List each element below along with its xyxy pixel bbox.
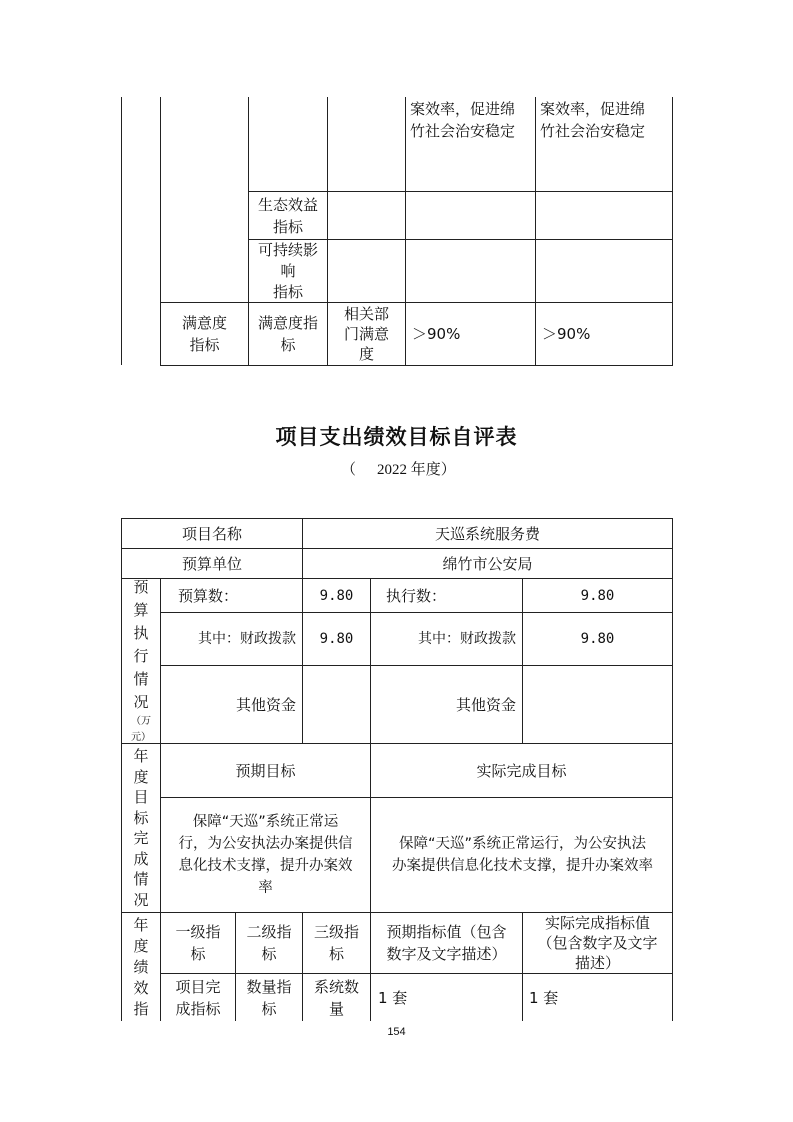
satisfaction-level4-label: 相关部 门满意 度 xyxy=(343,305,389,363)
actual-goal-header: 实际完成目标 xyxy=(476,761,567,780)
vlabel-char: 度 xyxy=(133,936,149,955)
vlabel-char: 度 xyxy=(133,767,149,786)
page-title: 项目支出绩效目标自评表 xyxy=(275,425,518,449)
row1-actual-value: 案效率，促进绵 竹社会治安稳定 xyxy=(540,100,646,140)
row-level1-indicator: 项目完 成指标 xyxy=(175,977,221,1018)
actual-goal-text: 保障“天巡”系统正常运行，为公安执法 办案提供信息化技术支撑，提升办案效率 xyxy=(392,836,653,874)
fiscal-allocation-label-budget: 其中：财政拨款 xyxy=(198,631,296,647)
vlabel-char: 年 xyxy=(133,915,149,934)
row-expected-indicator-value: 1 套 xyxy=(378,988,408,1007)
vlabel-char: 标 xyxy=(133,808,149,827)
annual-goal-section-label xyxy=(122,744,160,912)
fiscal-allocation-value-budget: 9.80 xyxy=(319,631,354,647)
fiscal-allocation-label-execution: 其中：财政拨款 xyxy=(418,631,516,647)
vlabel-char: 成 xyxy=(133,849,149,868)
vlabel-char: 绩 xyxy=(133,957,149,976)
satisfaction-level2-label: 满意度 指标 xyxy=(181,314,227,354)
fiscal-allocation-value-execution: 9.80 xyxy=(580,631,615,647)
expected-goal-text: 保障“天巡”系统正常运 行，为公安执法办案提供信 息化技术支撑，提升办案效 率 xyxy=(178,814,353,896)
execution-amount-label: 执行数： xyxy=(386,586,447,605)
col-level3-indicator: 三级指 标 xyxy=(313,923,359,963)
other-funds-label-execution: 其他资金 xyxy=(455,695,516,714)
row-level2-indicator: 数量指 标 xyxy=(246,977,292,1018)
page-number: 154 xyxy=(387,1026,406,1038)
unit-note: 元） xyxy=(131,732,151,743)
other-funds-label-budget: 其他资金 xyxy=(235,695,296,714)
vlabel-char: 目 xyxy=(133,788,149,806)
row-level3-indicator: 系统数 量 xyxy=(313,977,359,1018)
execution-amount-value: 9.80 xyxy=(580,587,615,604)
vlabel-char: 行 xyxy=(133,647,149,665)
project-name-value: 天巡系统服务费 xyxy=(434,524,540,543)
row1-expected-value: 案效率，促进绵 竹社会治安稳定 xyxy=(410,100,516,140)
year-text: 2022 年度） xyxy=(377,462,456,478)
vlabel-char: 效 xyxy=(133,978,149,997)
col-actual-indicator-value: 实际完成指标值 （包含数字及文字 描述） xyxy=(537,914,658,972)
vlabel-char: 预 xyxy=(133,578,149,596)
sustainable-impact-label: 可持续影 响 指标 xyxy=(257,240,318,301)
col-level2-indicator: 二级指 标 xyxy=(246,923,292,963)
budget-amount-value: 9.80 xyxy=(319,587,354,604)
project-name-label: 项目名称 xyxy=(181,524,242,543)
satisfaction-actual-value: ＞90% xyxy=(542,325,591,343)
budget-amount-label: 预算数： xyxy=(178,586,239,605)
satisfaction-level3-label: 满意度指 标 xyxy=(257,314,318,354)
performance-indicator-section-label xyxy=(122,913,160,1021)
vlabel-char: 指 xyxy=(133,999,149,1018)
col-expected-indicator-value: 预期指标值（包含 数字及文字描述） xyxy=(386,923,507,963)
vlabel-char: 算 xyxy=(133,601,149,619)
budget-unit-value: 绵竹市公安局 xyxy=(442,554,533,573)
vlabel-char: 完 xyxy=(133,829,149,847)
vlabel-char: 年 xyxy=(133,747,149,765)
expected-goal-header: 预期目标 xyxy=(235,761,296,780)
vlabel-char: 情 xyxy=(133,870,149,888)
vlabel-char: 况 xyxy=(133,693,149,711)
row-actual-indicator-value: 1 套 xyxy=(529,988,559,1007)
year-open-paren: （ xyxy=(341,462,357,478)
vlabel-char: 执 xyxy=(133,624,149,642)
eco-benefit-label: 生态效益 指标 xyxy=(257,195,318,236)
vlabel-char: 情 xyxy=(133,670,149,688)
budget-execution-section-label xyxy=(122,579,160,743)
unit-note: （万 xyxy=(131,716,151,727)
budget-unit-label: 预算单位 xyxy=(181,554,242,573)
vlabel-char: 况 xyxy=(133,890,149,909)
satisfaction-expected-value: ＞90% xyxy=(412,325,461,343)
col-level1-indicator: 一级指 标 xyxy=(175,923,221,963)
